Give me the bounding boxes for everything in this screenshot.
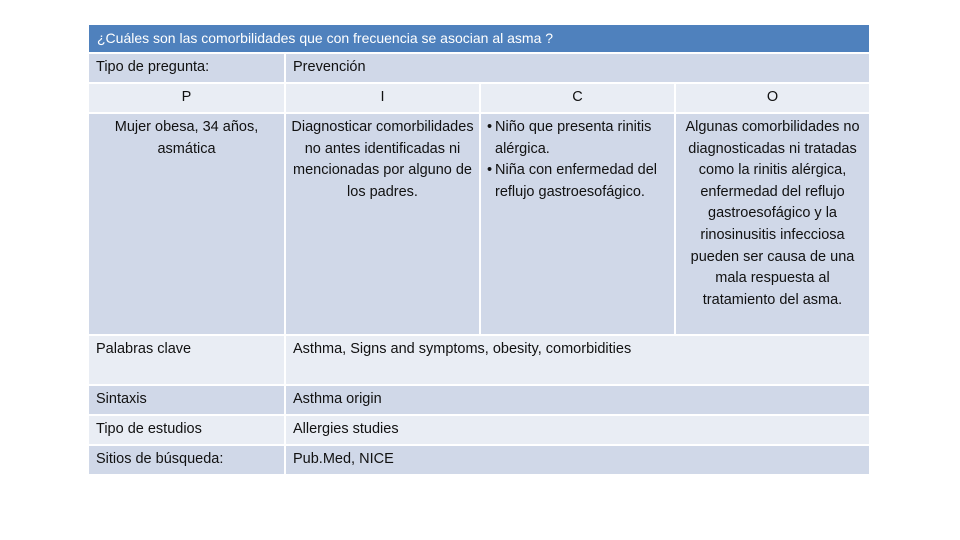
sintaxis-value: Asthma origin: [284, 386, 869, 414]
row-sitios-busqueda: [89, 446, 869, 474]
row-palabras-clave: [89, 336, 869, 384]
tipo-pregunta-label: Tipo de pregunta:: [96, 59, 210, 76]
tipo-pregunta-value: Prevención: [284, 54, 869, 82]
palabras-clave-label: Palabras clave: [96, 341, 192, 357]
sitios-busqueda-label: Sitios de búsqueda:: [96, 451, 224, 468]
pico-value-o: Algunas comorbilidades no diagnosticadas ni tratadas como la rinitis alérgica, enfermedad del reflujo gastroesofágico y la rinosinusitis infecciosa pueden ser causa de una mala respuesta al tratamiento del asma.: [674, 114, 869, 334]
list-item: • Niño que presenta rinitis alérgica.: [487, 117, 674, 160]
table-header: [89, 25, 869, 52]
row-pico-headers: [89, 84, 869, 112]
pico-value-p: Mujer obesa, 34 años, asmática: [114, 119, 259, 157]
row-tipo-estudios: [89, 416, 869, 444]
tipo-estudios-label: Tipo de estudios: [96, 421, 202, 438]
tipo-estudios-value: Allergies studies: [284, 416, 869, 444]
list-item: • Niña con enfermedad del reflujo gastroesofágico.: [487, 160, 674, 203]
palabras-clave-value: Asthma, Signs and symptoms, obesity, comorbidities: [284, 336, 869, 384]
row-sintaxis: [89, 386, 869, 414]
pico-value-i: Diagnosticar comorbilidades no antes identificadas ni mencionadas por alguno de los padres.: [284, 114, 479, 334]
row-pico-values: [89, 114, 869, 334]
pico-header-p: P: [181, 89, 192, 106]
question-title: ¿Cuáles son las comorbilidades que con frecuencia se asocian al asma ?: [97, 30, 554, 46]
sitios-busqueda-value: Pub.Med, NICE: [284, 446, 869, 474]
sintaxis-label: Sintaxis: [96, 391, 147, 408]
pico-value-c: [479, 114, 674, 334]
pico-header-i: I: [284, 84, 479, 112]
pico-header-c: C: [479, 84, 674, 112]
pico-header-o: O: [674, 84, 869, 112]
row-tipo-pregunta: [89, 54, 869, 82]
